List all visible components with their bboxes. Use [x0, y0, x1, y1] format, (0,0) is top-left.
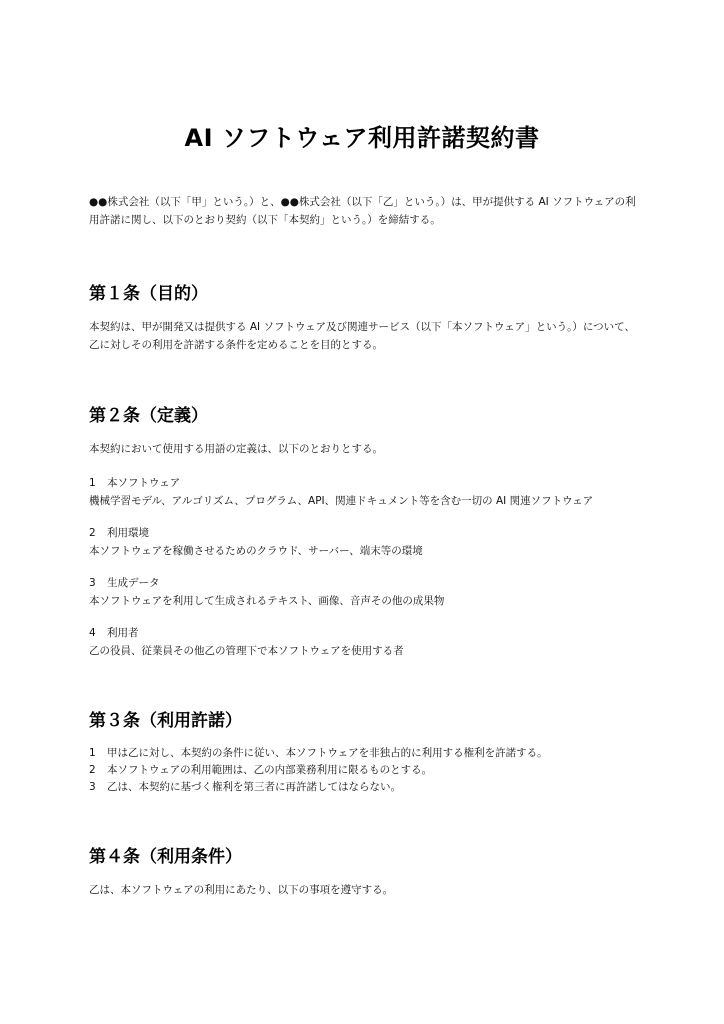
- definition-term: 本ソフトウェア: [107, 477, 181, 489]
- list-item: [89, 779, 639, 796]
- definition-item: [89, 574, 639, 610]
- intro-paragraph: ●●株式会社（以下「甲」という。）と、●●株式会社（以下「乙」という。）は、甲が提供する AI ソフトウェアの利用許諾に関し、以下のとおり契約（以下「本契約」という。）を締結する。: [89, 196, 636, 226]
- definition-item: [89, 474, 639, 510]
- definition-description: 乙の役員、従業員その他乙の管理下で本ソフトウェアを使用する者: [89, 645, 404, 657]
- list-item: [89, 762, 639, 779]
- definition-term: 利用者: [107, 627, 139, 639]
- definition-term: 利用環境: [107, 527, 149, 539]
- article-4-heading: 第４条（利用条件）: [89, 847, 242, 867]
- definition-number: 3: [89, 577, 96, 589]
- article-1: [89, 279, 639, 354]
- definition-item: [89, 524, 639, 560]
- article-1-heading: 第１条（目的）: [89, 284, 208, 304]
- article-4-body: 乙は、本ソフトウェアの利用にあたり、以下の事項を遵守する。: [89, 884, 394, 896]
- list-item-number: 1: [89, 747, 96, 759]
- article-2: [89, 401, 639, 660]
- list-item-text: 本ソフトウェアの利用範囲は、乙の内部業務利用に限るものとする。: [107, 764, 433, 776]
- article-2-heading: 第２条（定義）: [89, 406, 208, 426]
- list-item-number: 3: [89, 781, 96, 793]
- definition-item: [89, 624, 639, 660]
- definition-number: 1: [89, 477, 96, 489]
- definition-number: 2: [89, 527, 96, 539]
- article-4: [89, 842, 639, 899]
- article-2-body: 本契約において使用する用語の定義は、以下のとおりとする。: [89, 443, 383, 455]
- definition-description: 本ソフトウェアを稼働させるためのクラウド、サーバー、端末等の環境: [89, 545, 423, 557]
- definition-description: 機械学習モデル、アルゴリズム、プログラム、API、関連ドキュメント等を含む一切の AI 関連ソフトウェア: [89, 495, 594, 507]
- list-item: [89, 745, 639, 762]
- document-title: AI ソフトウェア利用許諾契約書: [184, 124, 540, 152]
- definition-term: 生成データ: [107, 577, 160, 589]
- list-item-text: 甲は乙に対し、本契約の条件に従い、本ソフトウェアを非独占的に利用する権利を許諾する。: [107, 747, 548, 759]
- definition-description: 本ソフトウェアを利用して生成されるテキスト、画像、音声その他の成果物: [89, 595, 445, 607]
- list-item-text: 乙は、本契約に基づく権利を第三者に再許諾してはならない。: [107, 781, 401, 793]
- list-item-number: 2: [89, 764, 96, 776]
- article-3-heading: 第３条（利用許諾）: [89, 711, 242, 731]
- article-3-list: [89, 745, 639, 796]
- article-1-body: 本契約は、甲が開発又は提供する AI ソフトウェア及び関連サービス（以下「本ソフトウェア」という。）について、乙に対しその利用を許諾する条件を定めることを目的とする。: [89, 321, 635, 351]
- definition-number: 4: [89, 627, 96, 639]
- document-body: [89, 193, 639, 899]
- article-3: [89, 706, 639, 796]
